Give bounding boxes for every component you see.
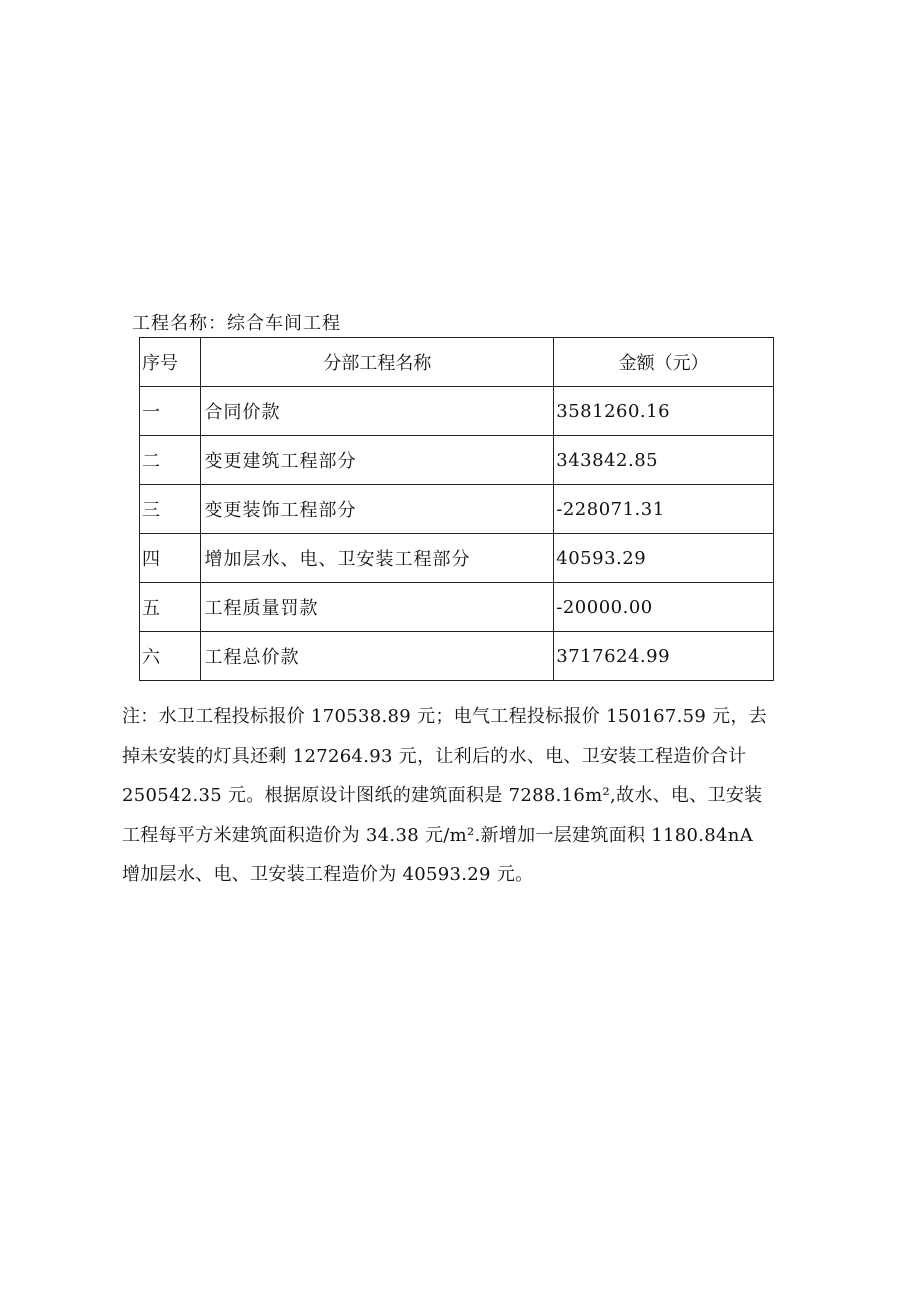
row-item-name: 工程总价款 — [201, 632, 554, 681]
row-item-name: 工程质量罚款 — [201, 583, 554, 632]
note-line: 工程每平方米建筑面积造价为 34.38 元/m².新增加一层建筑面积 1180.84nA — [122, 824, 753, 846]
row-serial-no: 五 — [140, 583, 201, 632]
table-header-row — [140, 338, 774, 387]
note-line: 掉未安装的灯具还剩 127264.93 元，让利后的水、电、卫安装工程造价合计 — [122, 745, 747, 767]
project-name: 工程名称：综合车间工程 — [132, 313, 341, 334]
table-row — [140, 583, 774, 632]
table-row — [140, 534, 774, 583]
row-item-name: 合同价款 — [201, 387, 554, 436]
row-amount: 3717624.99 — [554, 632, 774, 681]
row-item-name: 变更装饰工程部分 — [201, 485, 554, 534]
note-line: 增加层水、电、卫安装工程造价为 40593.29 元。 — [122, 864, 534, 885]
row-amount: 40593.29 — [554, 534, 774, 583]
row-amount: -228071.31 — [554, 485, 774, 534]
row-serial-no: 三 — [140, 485, 201, 534]
row-amount: -20000.00 — [554, 583, 774, 632]
note-line: 注：水卫工程投标报价 170538.89 元；电气工程投标报价 150167.59 元，去 — [122, 706, 768, 727]
row-serial-no: 一 — [140, 387, 201, 436]
row-amount: 343842.85 — [554, 436, 774, 485]
header-item-name: 分部工程名称 — [201, 338, 554, 387]
table-row — [140, 387, 774, 436]
header-amount: 金额（元） — [554, 338, 774, 387]
row-serial-no: 二 — [140, 436, 201, 485]
table-row — [140, 485, 774, 534]
row-item-name: 增加层水、电、卫安装工程部分 — [201, 534, 554, 583]
note-line: 250542.35 元。根据原设计图纸的建筑面积是 7288.16m²,故水、电、卫安装 — [122, 785, 763, 806]
table-row — [140, 436, 774, 485]
row-serial-no: 四 — [140, 534, 201, 583]
header-serial-no: 序号 — [140, 338, 201, 387]
note-paragraph — [122, 697, 794, 895]
row-amount: 3581260.16 — [554, 387, 774, 436]
row-item-name: 变更建筑工程部分 — [201, 436, 554, 485]
table-row — [140, 632, 774, 681]
row-serial-no: 六 — [140, 632, 201, 681]
cost-summary-table — [139, 337, 774, 681]
